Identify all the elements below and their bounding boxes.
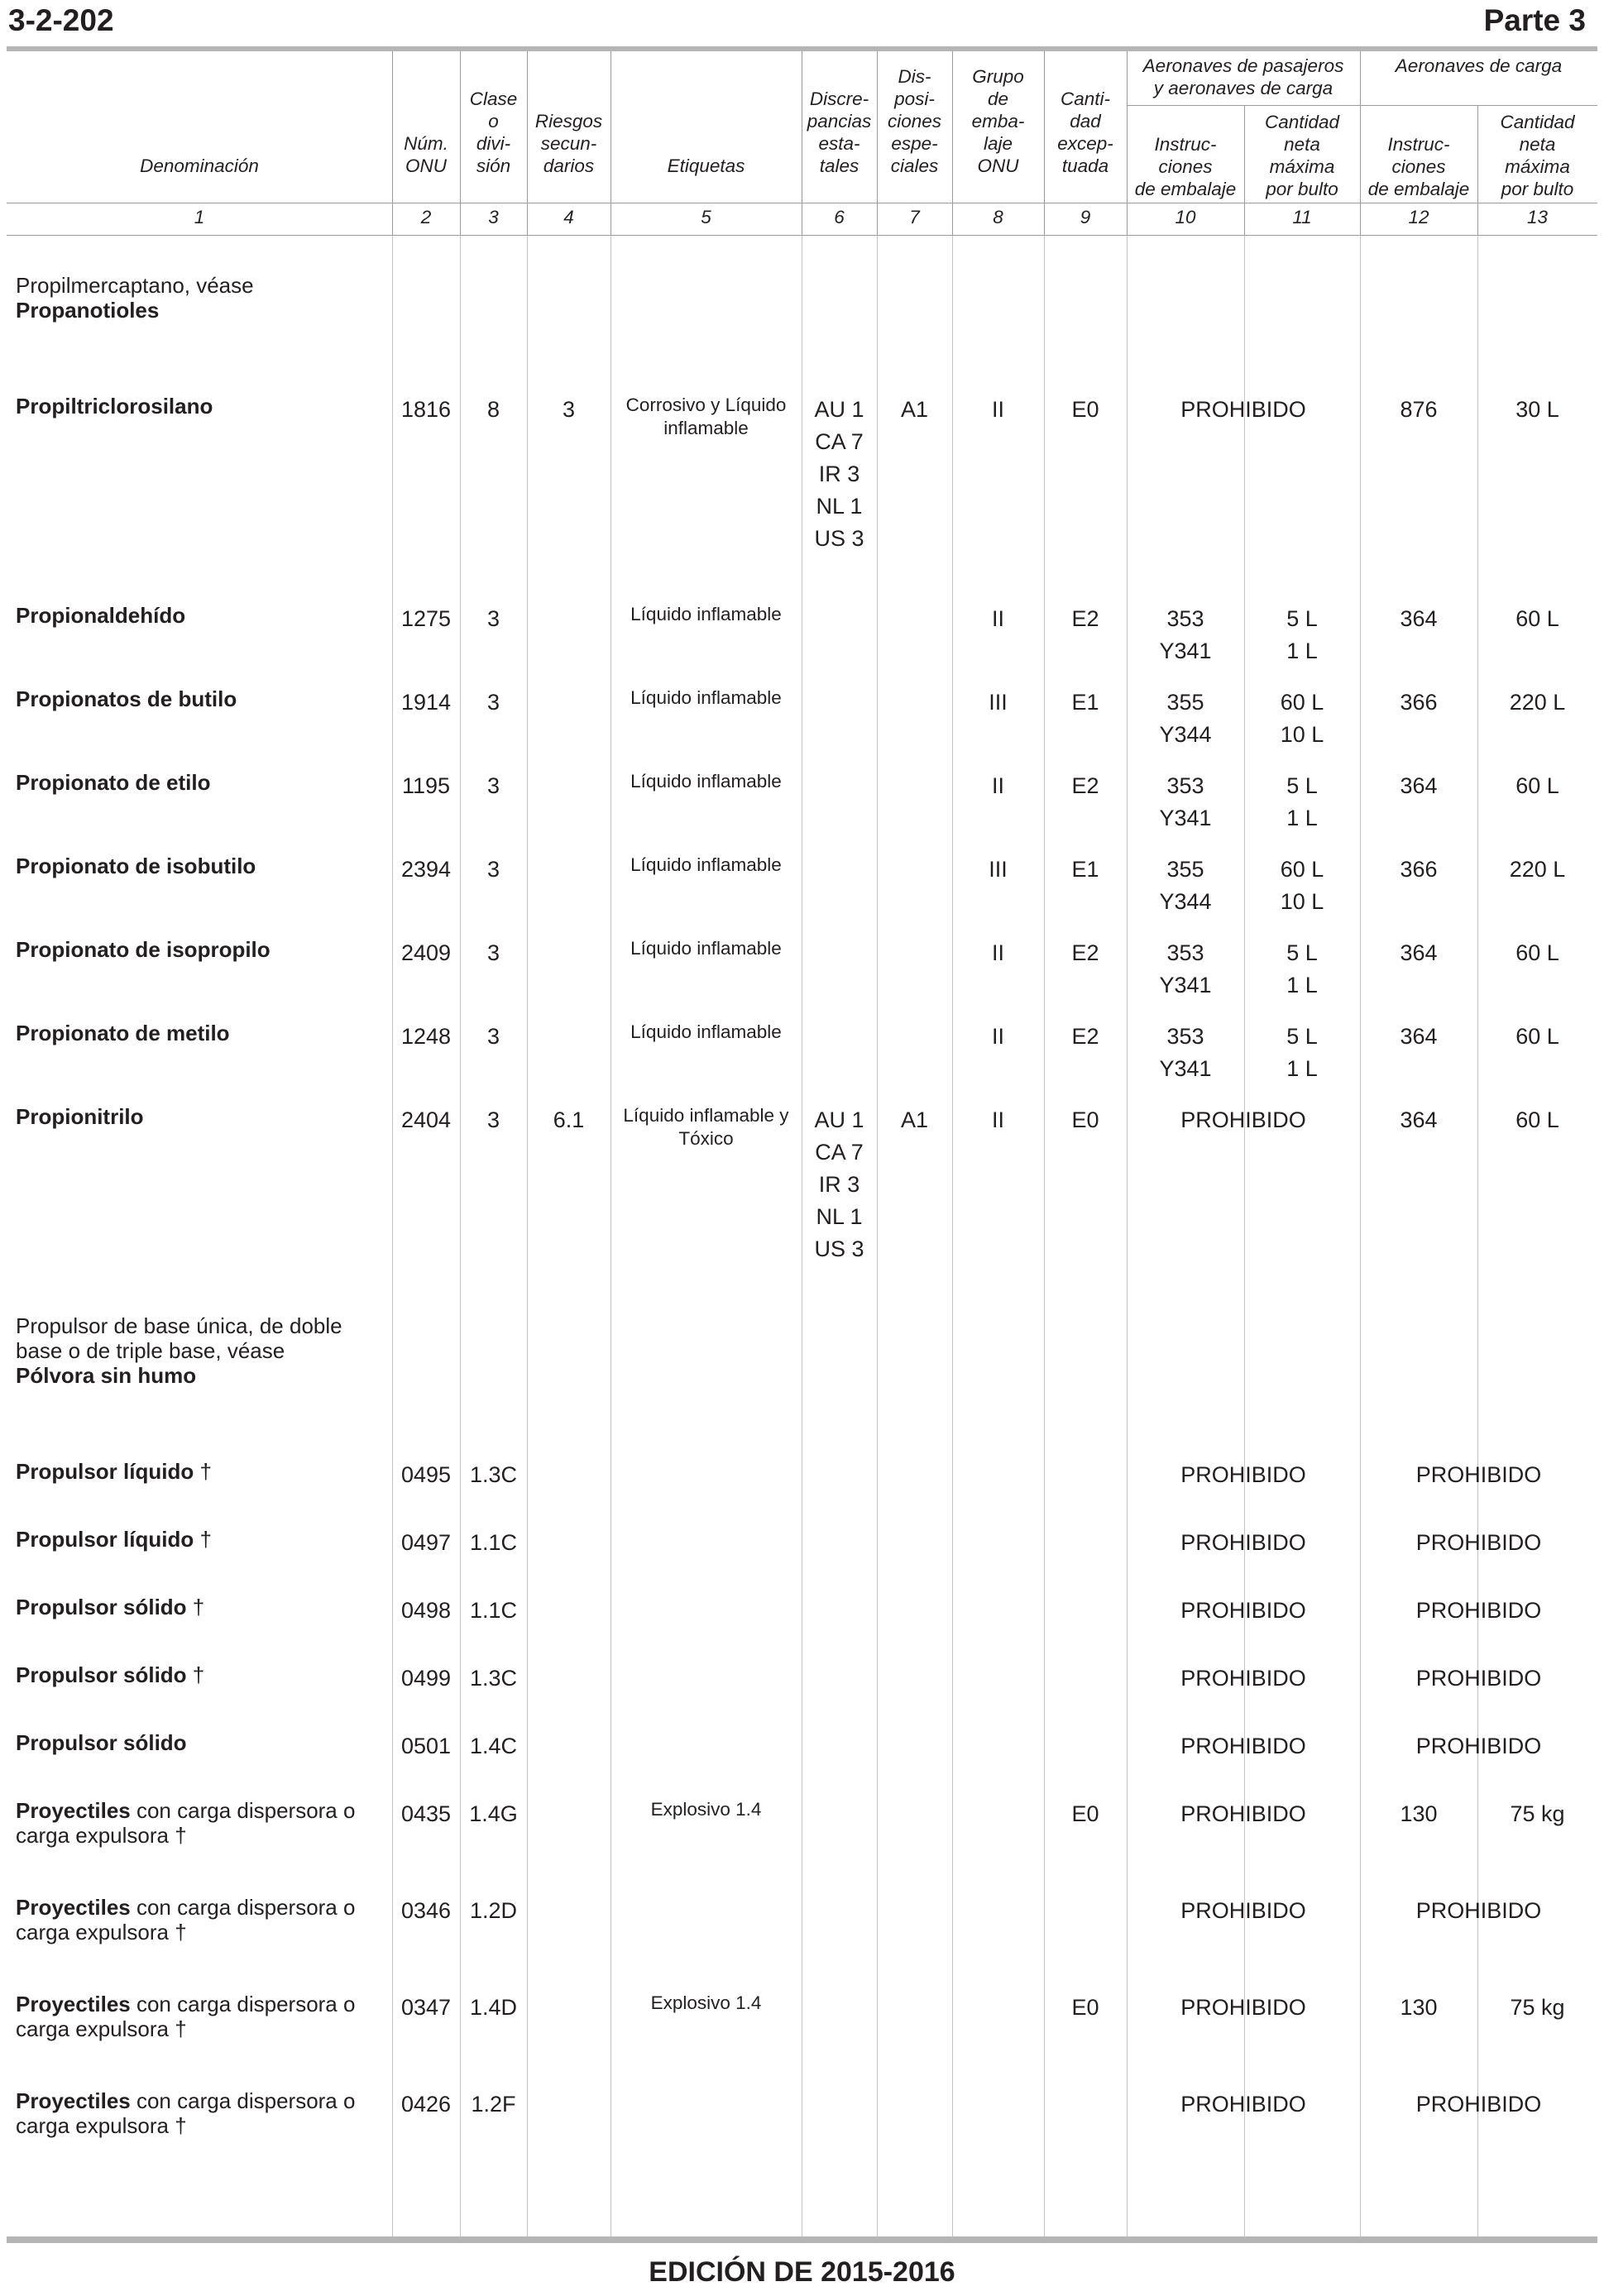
cell-label: Líquido inflamable (630, 1021, 782, 1042)
substance-name (16, 770, 388, 795)
col-number: 4 (563, 207, 574, 227)
cell-cq: 75 kg (1510, 1995, 1565, 2020)
col-number: 7 (909, 207, 920, 227)
edition-footer: EDICIÓN DE 2015-2016 (649, 2256, 955, 2288)
part-label: Parte 3 (1483, 3, 1586, 37)
prohibido-carga: PROHIBIDO (1415, 2092, 1542, 2117)
cell-pq: 5 L 1 L (1286, 940, 1318, 997)
name-bold: Propionato de etilo (16, 770, 211, 795)
cell-cls: 3 (486, 1107, 500, 1132)
grid-line (610, 236, 611, 2237)
cell-eq: E1 (1071, 857, 1099, 882)
name-bold: Propulsor sólido (16, 1595, 187, 1619)
prohibido-pasajeros: PROHIBIDO (1180, 2092, 1306, 2117)
name-suffix: † (186, 1595, 205, 1619)
cell-eq: E2 (1071, 1024, 1099, 1049)
name-suffix: † (194, 1527, 212, 1552)
prohibido-pasajeros: PROHIBIDO (1180, 1801, 1306, 1826)
col-group-carga: Aeronaves de carga (1395, 55, 1563, 76)
substance-name (16, 2088, 388, 2138)
grid-line (877, 236, 878, 2237)
cell-pi: 353 Y341 (1159, 940, 1212, 997)
cell-eq: E1 (1071, 690, 1099, 715)
cell-cls: 1.4C (469, 1734, 518, 1758)
cell-un: 0426 (400, 2092, 452, 2117)
cell-pq: 5 L 1 L (1286, 606, 1318, 663)
cell-pq: 60 L 10 L (1280, 690, 1324, 747)
name-bold: Propionato de isopropilo (16, 937, 271, 962)
col-number: 12 (1408, 207, 1429, 227)
cell-eq: E2 (1071, 606, 1099, 631)
cell-label: Explosivo 1.4 (650, 1992, 762, 2013)
cell-pi: 353 Y341 (1159, 606, 1212, 663)
cell-un: 2409 (400, 940, 452, 965)
name-bold: Pólvora sin humo (16, 1363, 197, 1388)
col-cantidad-exceptuada: Canti- dad excep- tuada (1057, 88, 1113, 176)
prohibido-pasajeros: PROHIBIDO (1180, 1666, 1306, 1691)
cell-ci: 130 (1400, 1995, 1438, 2020)
prohibido-pasajeros: PROHIBIDO (1180, 1734, 1306, 1758)
substance-name (16, 1527, 388, 1552)
cell-sp: A1 (900, 1107, 929, 1132)
prohibido-carga: PROHIBIDO (1415, 1598, 1542, 1623)
name-suffix: con carga dispersora o carga expulsora † (16, 2088, 356, 2138)
page-code: 3-2-202 (8, 3, 114, 37)
substance-name (16, 1313, 388, 1388)
cell-label: Líquido inflamable (630, 687, 782, 708)
cell-disc: AU 1 CA 7 IR 3 NL 1 US 3 (814, 397, 864, 551)
cell-cls: 3 (486, 606, 500, 631)
cell-pi: 355 Y344 (1159, 690, 1212, 747)
cell-un: 1248 (400, 1024, 452, 1049)
name-prefix: Propilmercaptano, véase (16, 273, 254, 298)
cell-cq: 60 L (1515, 940, 1559, 965)
name-bold: Propiltriclorosilano (16, 394, 213, 419)
prohibido-pasajeros: PROHIBIDO (1180, 1530, 1306, 1555)
cell-sub: 6.1 (553, 1107, 585, 1132)
prohibido-pasajeros: PROHIBIDO (1180, 1995, 1306, 2020)
prohibido-carga: PROHIBIDO (1415, 1666, 1542, 1691)
col-cantidad-pasajeros: Cantidad neta máxima por bulto (1264, 112, 1340, 199)
cell-label: Líquido inflamable (630, 771, 782, 792)
cell-un: 1275 (400, 606, 452, 631)
cell-pi: 353 Y341 (1159, 1024, 1212, 1081)
cell-pq: 5 L 1 L (1286, 1024, 1318, 1081)
cell-eq: E0 (1071, 1995, 1099, 2020)
prohibido-carga: PROHIBIDO (1415, 1898, 1542, 1923)
cell-cq: 75 kg (1510, 1801, 1565, 1826)
cell-label: Explosivo 1.4 (650, 1799, 762, 1820)
bottom-rule (7, 2236, 1597, 2243)
cell-cq: 220 L (1509, 857, 1566, 882)
name-bold: Propionaldehído (16, 603, 186, 628)
substance-name (16, 1021, 388, 1045)
substance-name (16, 686, 388, 711)
name-bold: Proyectiles (16, 1992, 131, 2016)
cell-un: 1914 (400, 690, 452, 715)
cell-cls: 3 (486, 940, 500, 965)
cell-sp: A1 (900, 397, 929, 422)
name-bold: Propionitrilo (16, 1104, 144, 1129)
name-bold: Propanotioles (16, 298, 160, 323)
name-prefix: Propulsor de base única, de doble base o de triple base, véase (16, 1313, 342, 1363)
cell-cq: 60 L (1515, 606, 1559, 631)
name-bold: Propionato de metilo (16, 1021, 230, 1045)
cell-pq: 60 L 10 L (1280, 857, 1324, 914)
cell-cls: 3 (486, 690, 500, 715)
prohibido-pasajeros: PROHIBIDO (1180, 1462, 1306, 1487)
cell-ci: 364 (1400, 1107, 1438, 1132)
name-suffix: con carga dispersora o carga expulsora † (16, 1798, 356, 1848)
cell-un: 0347 (400, 1995, 452, 2020)
cell-cls: 1.2D (469, 1898, 518, 1923)
name-bold: Propulsor líquido (16, 1459, 194, 1484)
cell-un: 0501 (400, 1734, 452, 1758)
cell-label: Líquido inflamable (630, 604, 782, 624)
name-bold: Propulsor líquido (16, 1527, 194, 1552)
name-bold: Propionatos de butilo (16, 686, 237, 711)
grid-line (1044, 236, 1045, 2237)
col-number: 5 (701, 207, 711, 227)
cell-pg: II (991, 940, 1004, 965)
substance-name (16, 1798, 388, 1848)
cell-cls: 8 (486, 397, 500, 422)
col-instrucciones-carga: Instruc- ciones de embalaje (1367, 134, 1470, 199)
col-denominacion: Denominación (140, 155, 259, 176)
col-num-onu: Núm. ONU (404, 133, 448, 176)
cell-ci: 366 (1400, 857, 1438, 882)
cell-pi: 355 Y344 (1159, 857, 1212, 914)
cell-cls: 1.4D (469, 1995, 518, 2020)
col-number: 13 (1526, 207, 1549, 227)
cell-pg: II (991, 1024, 1004, 1049)
cell-pg: II (991, 606, 1004, 631)
cell-cq: 60 L (1515, 773, 1559, 798)
group-rule (1127, 105, 1597, 106)
col-number: 11 (1292, 207, 1312, 227)
cell-cls: 1.3C (469, 1666, 518, 1691)
cell-cls: 1.1C (469, 1530, 518, 1555)
name-bold: Propulsor sólido (16, 1662, 187, 1687)
cell-cq: 30 L (1515, 397, 1559, 422)
col-clase: Clase o divi- sión (469, 88, 518, 176)
substance-name (16, 1459, 388, 1484)
name-bold: Proyectiles (16, 1798, 131, 1823)
cell-un: 1195 (401, 773, 451, 798)
cell-un: 2404 (400, 1107, 452, 1132)
name-suffix: † (186, 1662, 205, 1687)
cell-eq: E2 (1071, 940, 1099, 965)
grid-line (1127, 236, 1128, 2237)
substance-name (16, 394, 388, 419)
cell-label: Líquido inflamable (630, 854, 782, 875)
cell-ci: 364 (1400, 606, 1438, 631)
col-discrepancias: Discre- pancias esta- tales (807, 88, 872, 176)
cell-un: 0435 (400, 1801, 452, 1826)
cell-ci: 130 (1400, 1801, 1438, 1826)
name-bold: Proyectiles (16, 2088, 131, 2113)
cell-ci: 364 (1400, 773, 1438, 798)
prohibido-carga: PROHIBIDO (1415, 1734, 1542, 1758)
prohibido-pasajeros: PROHIBIDO (1180, 1107, 1306, 1132)
cell-disc: AU 1 CA 7 IR 3 NL 1 US 3 (814, 1107, 864, 1261)
cell-un: 1816 (400, 397, 452, 422)
name-bold: Propulsor sólido (16, 1730, 187, 1755)
cell-un: 0499 (400, 1666, 452, 1691)
substance-name (16, 937, 388, 962)
grid-line (1360, 236, 1361, 2237)
col-number: 8 (993, 207, 1003, 227)
cell-cls: 3 (486, 773, 500, 798)
cell-un: 0498 (400, 1598, 452, 1623)
grid-line (527, 236, 528, 2237)
col-number: 10 (1175, 207, 1196, 227)
cell-eq: E0 (1071, 397, 1099, 422)
prohibido-carga: PROHIBIDO (1415, 1462, 1542, 1487)
cell-ci: 364 (1400, 1024, 1438, 1049)
cell-un: 2394 (400, 857, 452, 882)
cell-cls: 1.3C (469, 1462, 518, 1487)
cell-ci: 364 (1400, 940, 1438, 965)
grid-line (460, 236, 461, 2237)
cell-cls: 3 (486, 1024, 500, 1049)
cell-pi: 353 Y341 (1159, 773, 1212, 830)
cell-cls: 1.2F (471, 2092, 516, 2117)
cell-cq: 60 L (1515, 1024, 1559, 1049)
cell-label: Corrosivo y Líquido inflamable (625, 395, 787, 438)
cell-eq: E0 (1071, 1801, 1099, 1826)
grid-line (1477, 236, 1478, 2237)
substance-name (16, 1992, 388, 2041)
prohibido-pasajeros: PROHIBIDO (1180, 397, 1306, 422)
grid-line (952, 236, 953, 2237)
cell-un: 0497 (400, 1530, 452, 1555)
col-cantidad-carga: Cantidad neta máxima por bulto (1500, 112, 1575, 199)
substance-name (16, 1595, 388, 1619)
col-number: 9 (1080, 207, 1091, 227)
col-disposiciones: Dis- posi- ciones espe- ciales (887, 66, 942, 176)
cell-pg: II (991, 773, 1004, 798)
substance-name (16, 1104, 388, 1129)
cell-pq: 5 L 1 L (1286, 773, 1318, 830)
cell-un: 0495 (400, 1462, 452, 1487)
substance-name (16, 1895, 388, 1944)
col-number: 3 (488, 207, 499, 227)
col-group-pasajeros: Aeronaves de pasajeros y aeronaves de carga (1142, 55, 1344, 98)
prohibido-pasajeros: PROHIBIDO (1180, 1598, 1306, 1623)
cell-cls: 3 (486, 857, 500, 882)
substance-name (16, 1730, 388, 1755)
substance-name (16, 273, 388, 323)
prohibido-carga: PROHIBIDO (1415, 1530, 1542, 1555)
cell-pg: III (989, 690, 1008, 715)
substance-name (16, 854, 388, 878)
cell-eq: E2 (1071, 773, 1099, 798)
col-number: 1 (194, 207, 205, 227)
cell-eq: E0 (1071, 1107, 1099, 1132)
cell-label: Líquido inflamable (630, 938, 782, 959)
col-grupo: Grupo de emba- laje ONU (971, 66, 1025, 176)
name-bold: Propionato de isobutilo (16, 854, 256, 878)
cell-ci: 876 (1400, 397, 1438, 422)
cell-cls: 1.1C (469, 1598, 518, 1623)
name-bold: Proyectiles (16, 1895, 131, 1920)
col-number: 6 (834, 207, 845, 227)
cell-cls: 1.4G (469, 1801, 518, 1826)
cell-sub: 3 (562, 397, 576, 422)
cell-ci: 366 (1400, 690, 1438, 715)
col-riesgos: Riesgos secun- darios (534, 111, 603, 176)
name-suffix: con carga dispersora o carga expulsora † (16, 1992, 356, 2041)
cell-cq: 220 L (1509, 690, 1566, 715)
substance-name (16, 603, 388, 628)
cell-pg: III (989, 857, 1008, 882)
cell-label: Líquido inflamable y Tóxico (623, 1105, 789, 1149)
prohibido-pasajeros: PROHIBIDO (1180, 1898, 1306, 1923)
cell-pg: II (991, 397, 1004, 422)
col-number: 2 (420, 207, 432, 227)
grid-line (392, 236, 393, 2237)
cell-pg: II (991, 1107, 1004, 1132)
cell-cq: 60 L (1515, 1107, 1559, 1132)
col-instrucciones-pasajeros: Instruc- ciones de embalaje (1134, 134, 1237, 199)
substance-name (16, 1662, 388, 1687)
name-suffix: con carga dispersora o carga expulsora † (16, 1895, 356, 1944)
col-etiquetas: Etiquetas (667, 155, 745, 176)
grid-line (1244, 236, 1245, 2237)
name-suffix: † (194, 1459, 212, 1484)
cell-un: 0346 (400, 1898, 452, 1923)
